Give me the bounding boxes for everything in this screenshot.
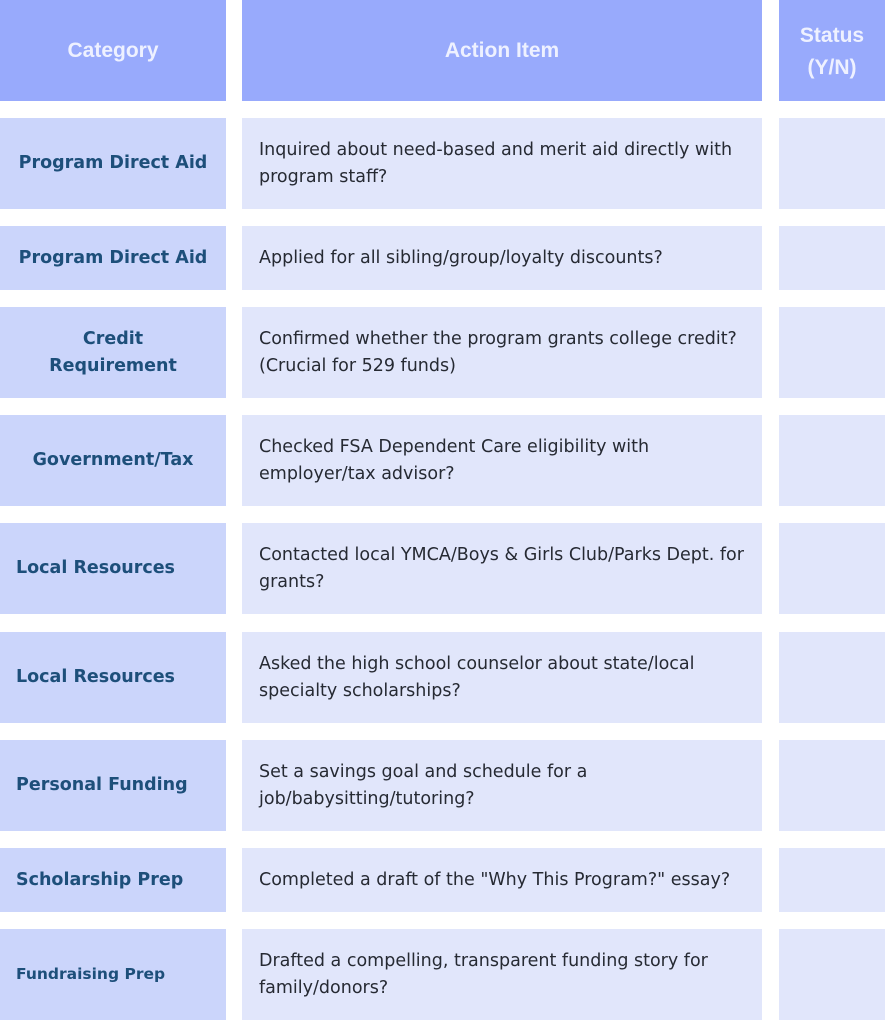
header-action-label: Action Item	[444, 38, 560, 62]
category-label: Personal Funding	[16, 775, 188, 795]
header-action-item	[242, 0, 762, 101]
row-action	[242, 226, 762, 290]
action-label: Set a savings goal and schedule for a job/babysitting/tutoring?	[259, 761, 588, 809]
category-label: Credit Requirement	[49, 328, 177, 376]
category-label: Government/Tax	[32, 450, 194, 470]
row-status-cell[interactable]	[779, 118, 885, 209]
row-category	[0, 523, 226, 614]
row-action	[242, 632, 762, 723]
header-status-label: Status (Y/N)	[799, 24, 865, 79]
row-category	[0, 929, 226, 1020]
category-label: Program Direct Aid	[18, 247, 208, 268]
action-label: Checked FSA Dependent Care eligibility with employer/tax advisor?	[259, 436, 650, 484]
action-label: Inquired about need-based and merit aid directly with program staff?	[259, 139, 733, 187]
row-status-cell[interactable]	[779, 415, 885, 506]
row-action	[242, 848, 762, 912]
row-category	[0, 848, 226, 912]
row-category	[0, 226, 226, 290]
action-label: Confirmed whether the program grants college credit? (Crucial for 529 funds)	[259, 328, 737, 376]
action-label: Applied for all sibling/group/loyalty discounts?	[259, 247, 663, 268]
category-label: Local Resources	[16, 558, 175, 578]
category-label: Local Resources	[16, 667, 175, 687]
category-label: Program Direct Aid	[18, 153, 208, 173]
row-status-cell[interactable]	[779, 929, 885, 1020]
row-status-cell[interactable]	[779, 848, 885, 912]
row-status-cell[interactable]	[779, 226, 885, 290]
row-status-cell[interactable]	[779, 740, 885, 831]
row-category	[0, 632, 226, 723]
row-action	[242, 118, 762, 209]
row-action	[242, 307, 762, 398]
row-category	[0, 307, 226, 398]
row-status-cell[interactable]	[779, 307, 885, 398]
row-action	[242, 523, 762, 614]
row-category	[0, 118, 226, 209]
header-status	[779, 0, 885, 101]
action-label: Asked the high school counselor about state/local specialty scholarships?	[259, 653, 695, 701]
row-status-cell[interactable]	[779, 632, 885, 723]
row-action	[242, 929, 762, 1020]
row-status-cell[interactable]	[779, 523, 885, 614]
category-label: Scholarship Prep	[16, 869, 184, 890]
action-label: Completed a draft of the "Why This Program?" essay?	[259, 869, 731, 890]
header-category-label: Category	[67, 38, 159, 62]
row-action	[242, 740, 762, 831]
row-action	[242, 415, 762, 506]
row-category	[0, 415, 226, 506]
header-category	[0, 0, 226, 101]
action-label: Drafted a compelling, transparent funding story for family/donors?	[259, 950, 708, 998]
action-label: Contacted local YMCA/Boys & Girls Club/Parks Dept. for grants?	[259, 544, 744, 592]
category-label: Fundraising Prep	[16, 965, 166, 983]
row-category	[0, 740, 226, 831]
